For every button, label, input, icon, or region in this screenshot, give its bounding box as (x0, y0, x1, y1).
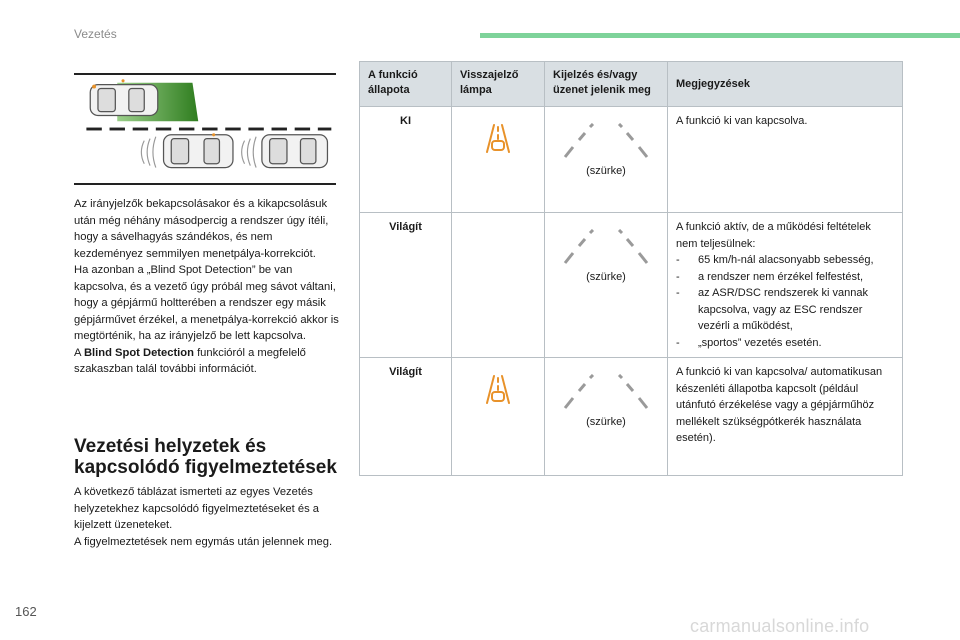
header-accent-bar (480, 33, 960, 38)
lane-lines-gray-icon (561, 123, 651, 159)
bottom-car-left-icon (164, 135, 233, 168)
state-cell: Világít (360, 213, 452, 358)
table-row (360, 213, 903, 358)
note-cell (668, 107, 903, 213)
note-bullet: - a rendszer nem érzékel felfestést, (676, 269, 894, 286)
header-lamp: Visszajelző lámpa (452, 62, 545, 107)
section-paragraph-2: A figyelmeztetések nem egymás után jelennek meg. (74, 535, 333, 548)
blind-spot-link-text: Blind Spot Detection (83, 346, 194, 359)
intro-text (74, 196, 344, 378)
lane-lines-gray-icon (561, 229, 651, 265)
display-caption: (szürke) (586, 271, 626, 283)
display-caption: (szürke) (586, 165, 626, 177)
warnings-table (359, 61, 903, 476)
lane-keep-lamp-icon (481, 121, 515, 155)
lane-keep-lamp-icon (481, 372, 515, 406)
lamp-cell (452, 107, 545, 213)
illustration-bottom-rule (74, 183, 336, 185)
intro-p3-prefix: A (74, 346, 84, 359)
note-bullet: - 65 km/h-nál alacsonyabb sebesség, (676, 252, 894, 269)
lamp-cell (452, 358, 545, 476)
top-car-icon (90, 85, 158, 116)
table-header-row (360, 62, 903, 107)
display-cell (545, 358, 668, 476)
blind-spot-illustration (74, 75, 336, 183)
intro-paragraph-3 (74, 345, 344, 378)
header-state: A funkció állapota (360, 62, 452, 107)
intro-paragraph-1: Az irányjelzők bekapcsolásakor és a kikapcsolásuk után még néhány másodpercig a rendszer úgy ítéli, hogy a sávelhagyás szándékos, és nem kezdeményez semmilyen menetpálya-korrekciót. (74, 198, 329, 260)
page-number: 162 (15, 604, 37, 619)
display-cell (545, 213, 668, 358)
section-text (74, 484, 344, 550)
header-display: Kijelzés és/vagy üzenet jelenik meg (545, 62, 668, 107)
section-heading: Vezetési helyzetek és kapcsolódó figyelmeztetések (74, 436, 337, 478)
table-row (360, 107, 903, 213)
section-paragraph-1: A következő táblázat ismerteti az egyes Vezetés helyzetekhez kapcsolódó figyelmeztetéseket és a kijelzett üzeneteket. (74, 486, 320, 531)
note-cell (668, 213, 903, 358)
note-text: A funkció ki van kapcsolva/ automatikusan készenléti állapotba kapcsolt (például utánfutó érzékelése vagy a gépjárműhöz mellékelt szükségpótkerék használata esetén). (676, 366, 883, 444)
state-cell: Világít (360, 358, 452, 476)
watermark: carmanualsonline.info (690, 616, 870, 636)
bottom-car-right-icon (262, 135, 328, 168)
note-bullet-list (676, 252, 894, 351)
note-text: A funkció aktív, de a működési feltételek nem teljesülnek: (676, 221, 871, 250)
intro-p3-suffix: funkcióról a megfelelő szakaszban talál további információt. (74, 346, 306, 375)
note-text: A funkció ki van kapcsolva. (676, 115, 808, 127)
note-bullet: - az ASR/DSC rendszerek ki vannak kapcsolva, vagy az ESC rendszer vezérli a működést, (676, 285, 894, 335)
lamp-cell (452, 213, 545, 358)
table-row (360, 358, 903, 476)
note-cell (668, 358, 903, 476)
state-cell: KI (360, 107, 452, 213)
lane-lines-gray-icon (561, 374, 651, 410)
note-bullet: - „sportos” vezetés esetén. (676, 335, 894, 352)
display-cell (545, 107, 668, 213)
intro-paragraph-2: Ha azonban a „Blind Spot Detection” be van kapcsolva, és a vezető úgy próbál meg sávot váltani, hogy a gépjármű holtterében a rendszer egy másik gépjárművet érzékel, a menetpálya-korrekció akkor is megtörténik, ha az irányjelző be lett kapcsolva. (74, 264, 339, 342)
header-notes: Megjegyzések (668, 62, 903, 107)
display-caption: (szürke) (586, 416, 626, 428)
section-title: Vezetés (74, 27, 117, 41)
